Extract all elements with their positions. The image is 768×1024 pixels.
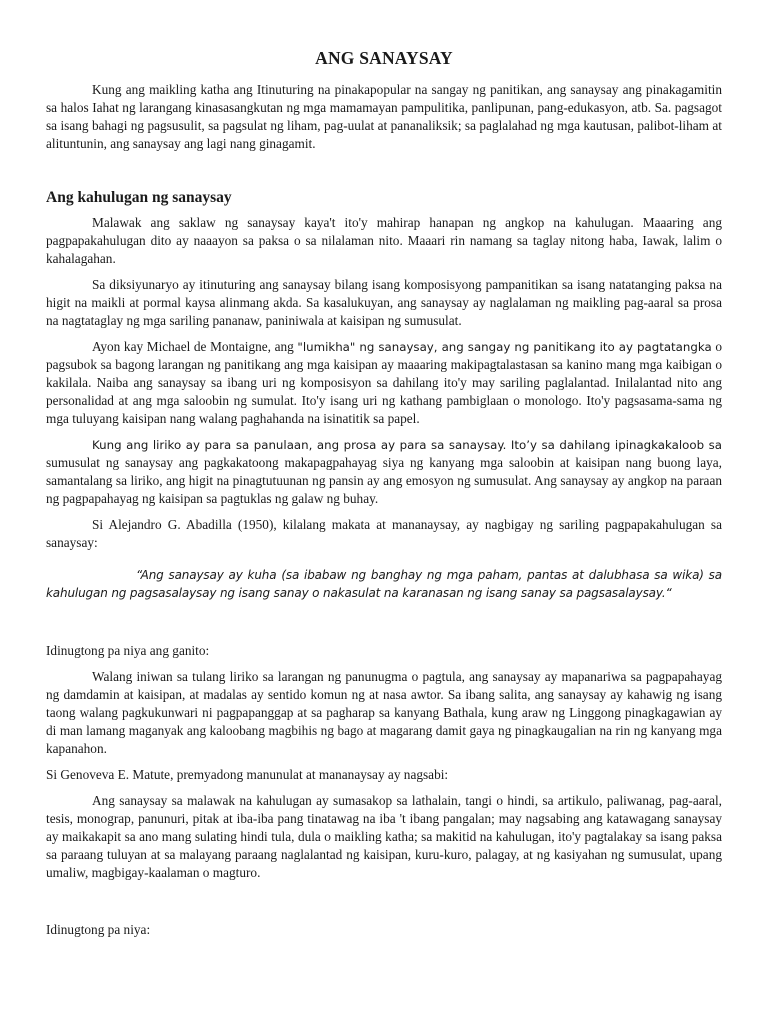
section-heading: Ang kahulugan ng sanaysay — [46, 189, 232, 206]
paragraph-matute: Si Genoveva E. Matute, premyadong manunulat at mananaysay ay nagsabi: — [46, 767, 449, 782]
montaigne-text-c: o pagsubok sa bagong larangan ng panitikang ang mga kaisipan ay maaaring makipagtalastasan sa kanino mang mga kaibigan o kakilala. Naiba ang sanaysay sa ibang uri ng komposisyon sa dahilang ito'y may sariling paglalantad. Inilalantad nito ang personalidad at ang mga saloobin ng sumulat. Ito'y isang uri ng kathang pambiglaan o monologo. Ito'y pagsasama-sama ng mga tuluyang kaisipan nang walang paghahanda na isinatitik sa papel. — [46, 339, 722, 426]
liriko-text-c: sumusulat ng sanaysay ang pagkakatoong makapagpahayag siya ng kanyang mga saloobin at kaisipan nang buong laya, samantalang sa liriko, ang higit na pinagtutuunan ng pansin ay ang emosyon ng sumusulat. Ang sanaysay ay angkop na paraan ng pagpapahayag ng kaisipan sa pagtuklas ng galaw ng buhay. — [46, 455, 722, 506]
paragraph-saklaw: Malawak ang saklaw ng sanaysay kaya't ito'y mahirap hanapan ng angkop na kahulugan. Maaaring ang pagpapakahulugan dito ay naaayon sa paksa o sa nilalaman nito. Maaari rin namang sa taglay nitong haba, Iawak, lalim o kahalagahan. — [46, 215, 722, 266]
paragraph-idinugtong-2: Idinugtong pa niya: — [46, 922, 151, 937]
page-title: ANG SANAYSAY — [315, 48, 453, 68]
liriko-text-a: Kung ang liriko ay para sa panulaan, ang prosa ay para sa sanaysay. — [92, 438, 507, 452]
paragraph-diksiyunaryo: Sa diksiyunaryo ay itinuturing ang sanaysay bilang isang komposisyong pampanitikan sa isang natatanging paksa na higit na maikli at pormal kaysa alinmang akda. Sa kasalukuyan, ang sanaysay ay naglalaman ng maikling pag-aaral sa prosa na nagtataglay ng mga sariling pananaw, paniniwala at kaisipan ng sumusulat. — [46, 277, 722, 328]
paragraph-liriko — [46, 436, 722, 508]
montaigne-text-b: "lumikha" ng sanaysay, ang sangay ng panitikang ito ay pagtatangka — [297, 340, 712, 354]
paragraph-walang-iniwan: Walang iniwan sa tulang liriko sa larangan ng panunugma o pagtula, ang sanaysay ay mapanariwa sa pagpapahayag ng damdamin at kaisipan, at madalas ay sentido komun ng at nasa awtor. Sa ibang salita, ang sanaysay ay kahawig ng isang taong walang pagkukunwari ni pagpapanggap at sa pagharap sa kanyang Bathala, kung araw ng Linggong pinagkagawian ay di man lamang maganyak ang kaloobang magbihis ng bago at magarang damit gaya ng pinagkaugalian na rin ng kanyang mga kapanahon. — [46, 669, 722, 756]
paragraph-montaigne — [46, 338, 722, 428]
paragraph-abadilla: Si Alejandro G. Abadilla (1950), kilalang makata at mananaysay, ay nagbigay ng sariling pagpapakahulugan sa sanaysay: — [46, 517, 722, 550]
document-body — [46, 47, 722, 947]
montaigne-text-a: Ayon kay Michael de Montaigne, ang — [92, 339, 298, 354]
paragraph-malawak-na-kahulugan: Ang sanaysay sa malawak na kahulugan ay sumasakop sa lathalain, tangi o hindi, sa artikulo, paliwanag, pag-aaral, tesis, monograp, panunuri, pitak at iba-iba pang tinatawag na iba 't ibang pangalan; may nagsabing ang katawagang sanaysay ay maikakapit sa ano mang sulating hindi tula, dula o maikling katha; sa makitid na kahulugan, ito'y pagtalakay sa isang paksa sa paraang tuluyan at sa malayang paraang naglalantad ng kaisipan, kuru-kuro, palagay, at ng kasiyahan ng sumusulat, upang umaliw, magbigay-kaalaman o magturo. — [46, 793, 722, 880]
abadilla-quote: “Ang sanaysay ay kuha (sa ibabaw ng banghay ng mga paham, pantas at dalubhasa sa wika) sa kahulugan ng pagsasalaysay ng isang sanay o nakasulat na karanasan ng isang sanay sa pagsasalaysay.“ — [46, 568, 722, 600]
liriko-text-b: Ito’y sa dahilang ipinagkakaloob sa — [506, 438, 722, 452]
intro-paragraph: Kung ang maikling katha ang Itinuturing na pinakapopular na sangay ng panitikan, ang sanaysay ang pinakagamitin sa halos Iahat ng larangang kinasasangkutan ng mga mamamayan pampulitika, panlipunan, pang-edukasyon, atb. Sa. pagsagot sa isang bahagi ng pagsusulit, sa pagsulat ng liham, pag-uulat at pananaliksik; sa paglalahad ng mga kautusan, palibot-liham at alituntunin, ang sanaysay ang lagi nang ginagamit. — [46, 82, 722, 151]
paragraph-idinugtong-1: Idinugtong pa niya ang ganito: — [46, 643, 210, 658]
